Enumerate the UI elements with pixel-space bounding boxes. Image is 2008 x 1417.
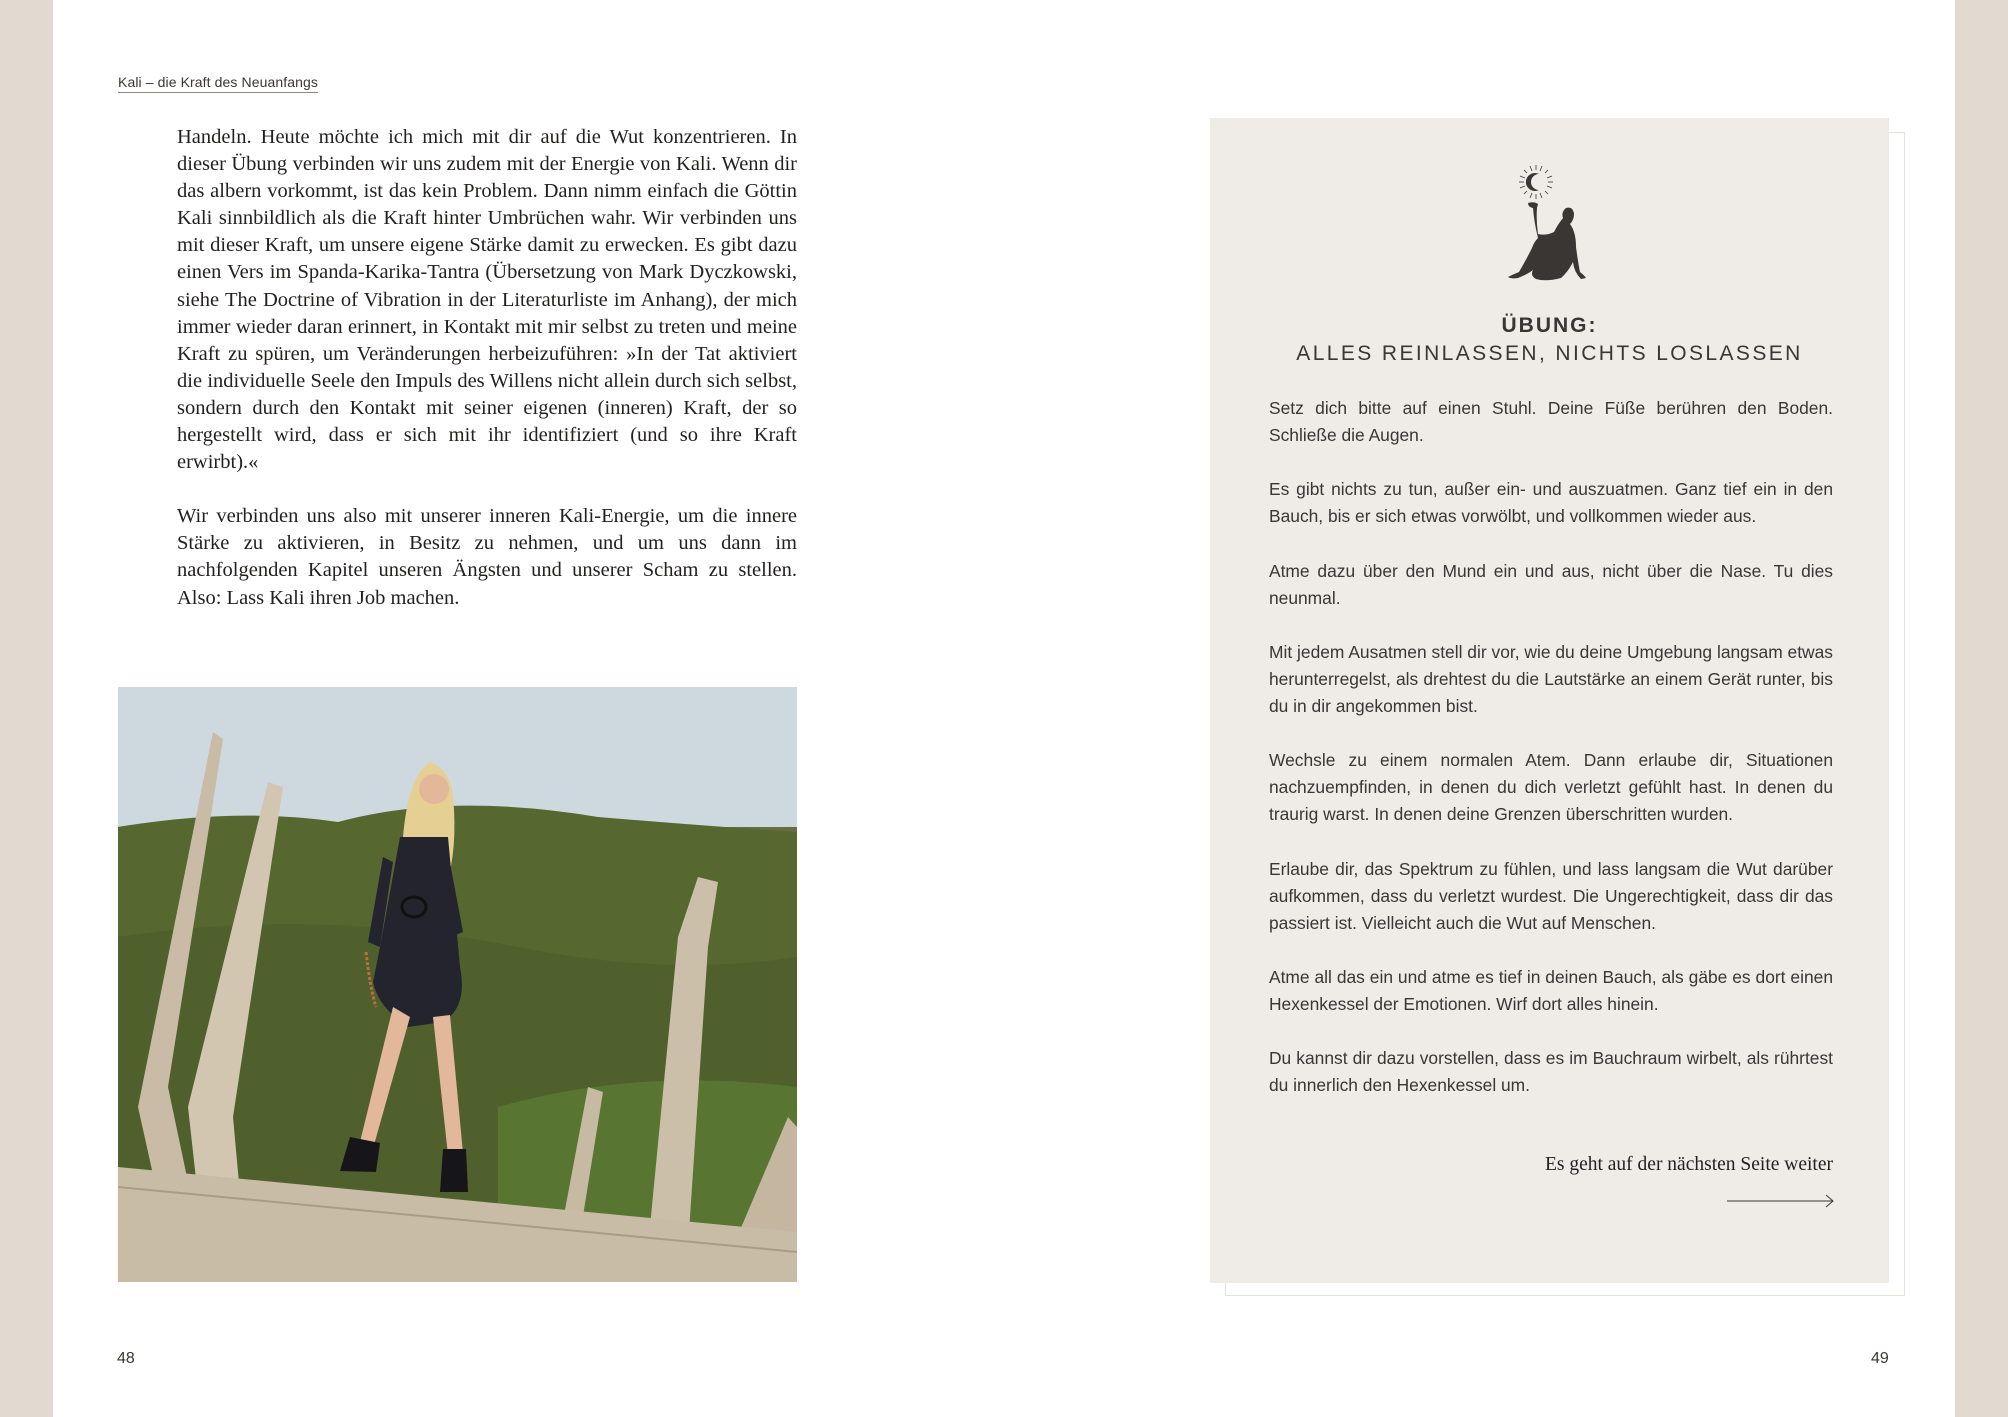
page-number: 49 — [1871, 1350, 1889, 1367]
exercise-paragraph: Setz dich bitte auf einen Stuhl. Deine Füße berühren den Boden. Schließe die Augen. — [1269, 398, 1833, 446]
body-paragraph: Wir verbinden uns also mit unserer inneren Kali-Energie, um die innere Stärke zu aktivieren, in Besitz zu nehmen, und um uns dann im nachfolgenden Kapitel unseren Ängsten und unserer Scham zu stellen. Also: Lass Kali ihren Job machen. — [177, 505, 797, 609]
seated-figure-holding-moon-icon — [1506, 162, 1606, 284]
exercise-paragraph: Atme dazu über den Mund ein und aus, nicht über die Nase. Tu dies neunmal. — [1269, 560, 1833, 608]
photo-illustration — [118, 687, 797, 1282]
arrow-right-icon — [1727, 1194, 1835, 1208]
left-page-edge — [0, 0, 53, 1417]
exercise-paragraph: Du kannst dir dazu vorstellen, dass es im Bauchraum wirbelt, als rührtest du innerlich den Hexenkessel um. — [1269, 1048, 1833, 1096]
right-page-edge — [1955, 0, 2008, 1417]
exercise-paragraph: Wechsle zu einem normalen Atem. Dann erlaube dir, Situationen nachzuempfinden, in denen du dich verletzt gefühlt hast. In denen du traurig warst. In denen deine Grenzen überschritten wurden. — [1269, 750, 1833, 825]
exercise-paragraph: Mit jedem Ausatmen stell dir vor, wie du deine Umgebung langsam etwas herunterregelst, als drehtest du die Lautstärke an einem Gerät runter, bis du in dir angekommen bist. — [1269, 641, 1833, 717]
exercise-box — [1210, 118, 1889, 1283]
continue-note: Es geht auf der nächsten Seite weiter — [1544, 1154, 1833, 1175]
exercise-paragraph: Es gibt nichts zu tun, außer ein- und auszuatmen. Ganz tief ein in den Bauch, bis er sich etwas vorwölbt, und vollkommen wieder aus. — [1269, 479, 1833, 527]
exercise-paragraph: Atme all das ein und atme es tief in deinen Bauch, als gäbe es dort einen Hexenkessel der Emotionen. Wirf dort alles hinein. — [1269, 966, 1833, 1015]
exercise-title: ALLES REINLASSEN, NICHTS LOSLASSEN — [1296, 342, 1803, 365]
exercise-label: ÜBUNG: — [1501, 314, 1598, 337]
exercise-paragraph: Erlaube dir, das Spektrum zu fühlen, und lass langsam die Wut darüber aufkommen, dass du verletzt wurdest. Die Ungerechtigkeit, dass dir das passiert ist. Vielleicht auch die Wut auf Menschen. — [1269, 858, 1833, 933]
page-number: 48 — [117, 1350, 135, 1367]
body-text — [177, 124, 797, 639]
photo-woman-on-driftwood — [118, 687, 797, 1282]
exercise-text — [1269, 395, 1833, 1127]
running-head: Kali – die Kraft des Neuanfangs — [118, 74, 318, 93]
body-paragraph: Handeln. Heute möchte ich mich mit dir auf die Wut konzentrieren. In dieser Übung verbinden wir uns zudem mit der Energie von Kali. Wenn dir das albern vorkommt, ist das kein Problem. Dann nimm einfach die Göttin Kali sinnbildlich als die Kraft hinter Umbrüchen wahr. Wir verbinden uns mit dieser Kraft, um unsere eigene Stärke damit zu erwecken. Es gibt dazu einen Vers im Spanda-Karika-Tantra (Übersetzung von Mark Dyczkowski, siehe The Doctrine of Vibration in der Literaturliste im Anhang), der mich immer wieder daran erinnert, in Kontakt mit mir selbst zu treten und meine Kraft zu spüren, um Veränderungen herbeizuführen: »In der Tat aktiviert die individuelle Seele den Impuls des Willens nicht allein durch sich selbst, sondern durch den Kontakt mit seiner eigenen (inneren) Kraft, der so hergestellt wird, dass er sich mit ihr identifiziert (und so ihre Kraft erwirbt).« — [177, 126, 797, 474]
